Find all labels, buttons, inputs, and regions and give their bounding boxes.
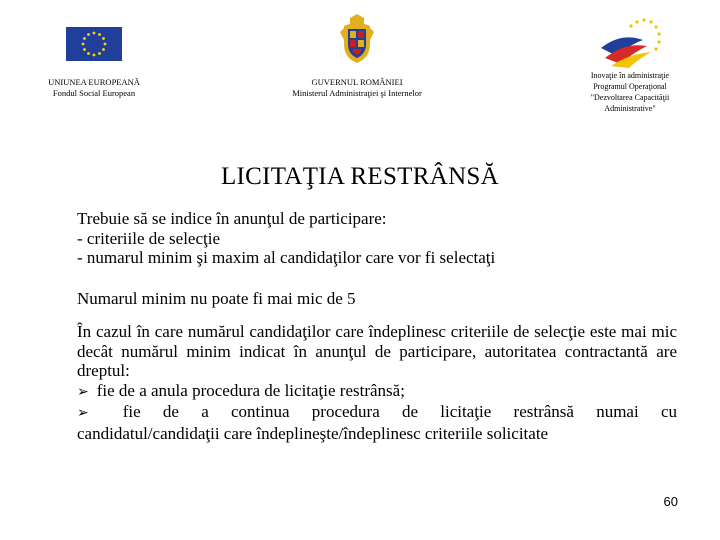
- gov-header-line1: GUVERNUL ROMÂNIEI: [311, 77, 403, 87]
- romania-coat-of-arms-logo: [340, 14, 374, 64]
- program-header-line4: Administrative": [604, 104, 656, 113]
- slide-title: LICITAŢIA RESTRÂNSĂ: [220, 163, 499, 190]
- requirements-line: - numarul minim şi maxim al candidaţilor care vor fi selectaţi: [77, 248, 496, 267]
- bullet-continuation: candidatul/candidaţii care îndeplineşte/îndeplinesc criteriile solicitate: [77, 423, 549, 443]
- eu-header-line1: UNIUNEA EUROPEANĂ: [48, 77, 140, 87]
- program-header-line2: Programul Operaţional: [593, 82, 667, 91]
- eu-header-text: [20, 77, 168, 99]
- gov-header-line2: Ministerul Administraţiei şi Internelor: [292, 88, 422, 98]
- program-header-line3: "Dezvoltarea Capacităţii: [590, 93, 670, 102]
- eu-header-line2: Fondul Social European: [52, 88, 136, 98]
- program-header-line1: Inovaţie în administraţie: [590, 71, 670, 80]
- minimum-paragraph: Numarul minim nu poate fi mai mic de 5: [77, 289, 356, 308]
- case-text: În cazul în care numărul candidaţilor care îndeplinesc criteriile de selecţie este mai mic decât numărul minim indicat în anunţul de participare, autoritatea contractantă are dreptul:: [77, 322, 677, 380]
- eu-flag-logo: [66, 27, 122, 61]
- page-number: 60: [663, 494, 678, 509]
- program-header-text: [550, 70, 710, 114]
- bullet-text: fie de a continua procedura de licitaţie restrânsă numai cu: [122, 402, 677, 421]
- bullet-text: fie de a anula procedura de licitaţie restrânsă;: [96, 380, 405, 400]
- requirements-line: - criteriile de selecţie: [77, 228, 220, 248]
- arrow-bullet-icon: ➢: [77, 383, 89, 400]
- gov-header-text: [262, 77, 452, 99]
- bullet-item: [77, 402, 677, 424]
- bullet-item: [77, 381, 677, 403]
- requirements-paragraph: [77, 209, 677, 268]
- requirements-line: Trebuie să se indice în anunţul de participare:: [77, 209, 387, 228]
- program-logo: [597, 16, 663, 68]
- case-paragraph: [77, 322, 677, 443]
- arrow-bullet-icon: ➢: [77, 405, 89, 421]
